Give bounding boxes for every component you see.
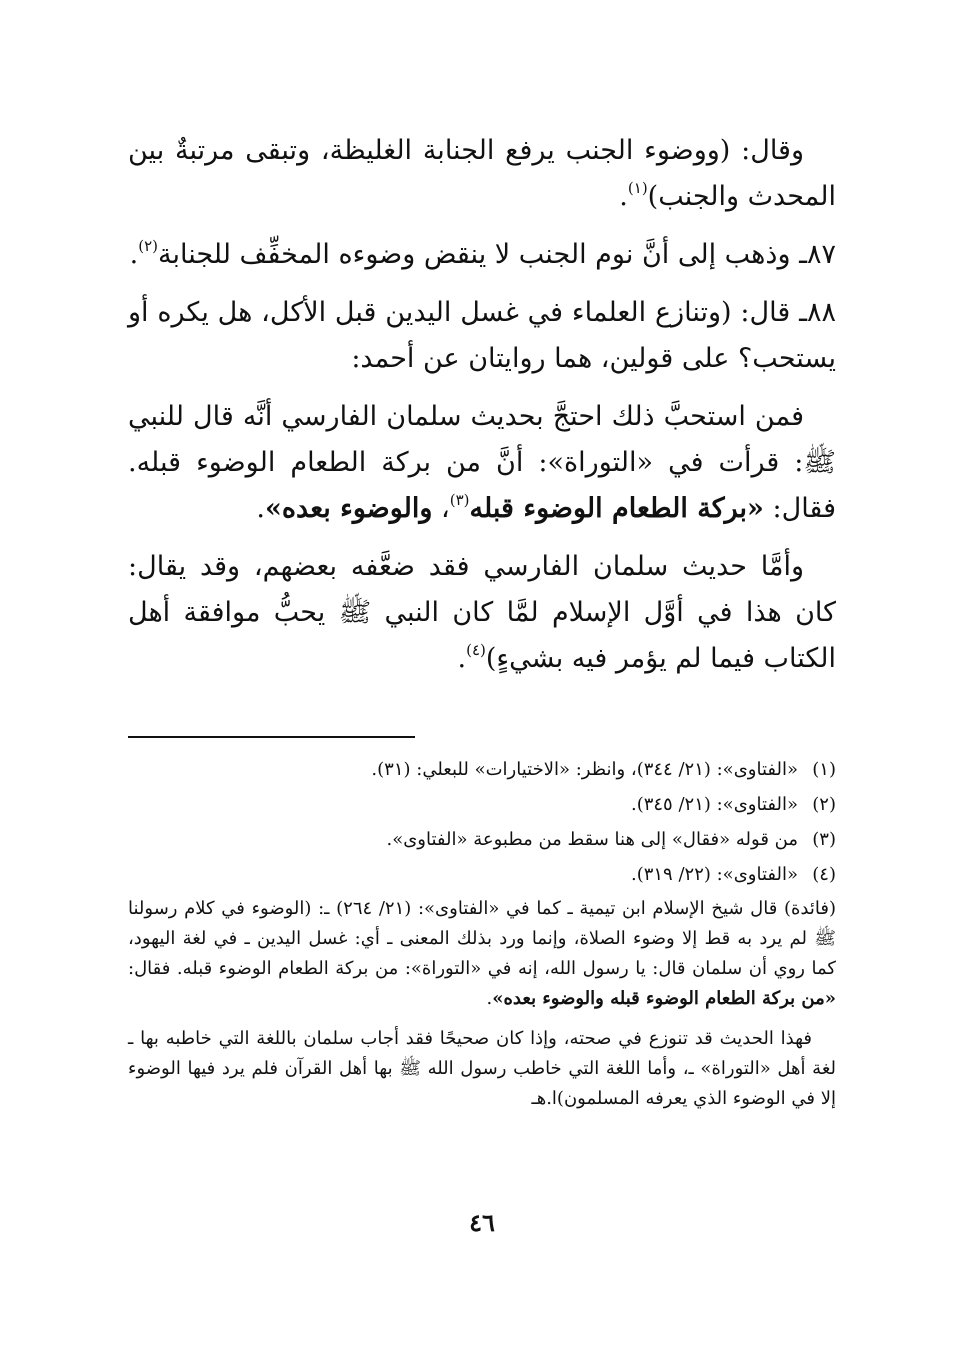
- benefit-text: (فائدة) قال شيخ الإسلام ابن تيمية ـ كما في «الفتاوى»: (٢١/ ٢٦٤) ـ: (الوضوء في كلام رسولنا ﷺ لم يرد به قط إلا وضوء الصلاة، وإنما ورد بذلك المعنى ـ أي: غسل اليدين ـ في لغة اليهود، كما روي أن سلمان قال: يا رسول الله، إنه في «التوراة»: من بركة الطعام الوضوء قبله. فقال:: [128, 898, 837, 979]
- paragraph-4: [128, 394, 836, 532]
- paragraph-5-text: وأمَّا حديث سلمان الفارسي فقد ضعَّفه بعضهم، وقد يقال: كان هذا في أوَّل الإسلام لمَّا كان النبي ﷺ يحبُّ موافقة أهل الكتاب فيما لم يؤمر فيه بشيءٍ): [128, 551, 836, 674]
- footnote-text: «الفتاوى»: (٢١/ ٣٤٥).: [630, 794, 798, 815]
- hadith-quote-1: «بركة الطعام الوضوء قبله: [469, 493, 764, 524]
- paragraph-1: [128, 128, 836, 220]
- page-number: ٤٦: [469, 1208, 495, 1237]
- hadith-quote-2: والوضوء بعده»: [265, 493, 433, 524]
- paragraph-4-sep: ،: [432, 493, 450, 524]
- main-text: [128, 128, 836, 694]
- footnote-number: (٣): [812, 829, 836, 850]
- paragraph-2-end: .: [129, 239, 139, 270]
- footnote-4: [128, 857, 836, 892]
- paragraph-5: [128, 544, 836, 682]
- benefit-note: [128, 894, 836, 1014]
- footnote-number: (٤): [812, 864, 836, 885]
- paragraph-3: [128, 290, 836, 382]
- footnote-ref-3[interactable]: (٣): [449, 491, 470, 509]
- footnote-number: (١): [812, 759, 836, 780]
- footnote-divider: [128, 736, 415, 738]
- paragraph-2: [128, 232, 836, 278]
- footnote-3: [128, 822, 836, 857]
- benefit-hadith-quote: «من بركة الطعام الوضوء قبله والوضوء بعده»: [492, 988, 836, 1009]
- footnote-ref-1[interactable]: (١): [627, 179, 648, 197]
- footnote-number: (٢): [812, 794, 836, 815]
- footnote-ref-2[interactable]: (٢): [138, 237, 158, 255]
- paragraph-5-end: .: [457, 643, 467, 674]
- paragraph-1-text: وقال: (ووضوء الجنب يرفع الجنابة الغليظة، وتبقى مرتبةٌ بين المحدث والجنب): [128, 135, 836, 212]
- paragraph-4-end: .: [256, 493, 265, 524]
- benefit-note-continued: [128, 1024, 836, 1114]
- footnote-2: [128, 787, 836, 822]
- paragraph-2-text: ٨٧ـ وذهب إلى أنَّ نوم الجنب لا ينقض وضوءه المخفِّف للجنابة: [157, 239, 836, 270]
- footnote-text: «الفتاوى»: (٢١/ ٣٤٤)، وانظر: «الاختيارات» للبعلي: (٣١).: [371, 759, 798, 780]
- paragraph-4-text: فمن استحبَّ ذلك احتجَّ بحديث سلمان الفارسي أنَّه قال للنبي ﷺ: قرأت في «التوراة»: أنَّ من بركة الطعام الوضوء قبله. فقال:: [128, 401, 836, 524]
- footnote-text: من قوله «فقال» إلى هنا سقط من مطبوعة «الفتاوى».: [386, 829, 798, 850]
- paragraph-1-end: .: [619, 181, 628, 212]
- benefit-text-2: فهذا الحديث قد تنوزع في صحته، وإذا كان صحيحًا فقد أجاب سلمان باللغة التي خاطبه بها ـ لغة أهل «التوراة» ـ، وأما اللغة التي خاطب رسول الله ﷺ بها أهل القرآن فلم يرد فيها الوضوء إلا في الوضوء الذي يعرفه المسلمون)ا.هـ: [128, 1028, 836, 1109]
- footnotes: [128, 752, 836, 1114]
- footnote-ref-4[interactable]: (٤): [466, 641, 486, 659]
- benefit-end: .: [486, 988, 493, 1009]
- paragraph-3-text: ٨٨ـ قال: (وتنازع العلماء في غسل اليدين قبل الأكل، هل يكره أو يستحب؟ على قولين، هما روايتان عن أحمد:: [128, 297, 836, 374]
- footnote-text: «الفتاوى»: (٢٢/ ٣١٩).: [630, 864, 798, 885]
- footnote-1: [128, 752, 836, 787]
